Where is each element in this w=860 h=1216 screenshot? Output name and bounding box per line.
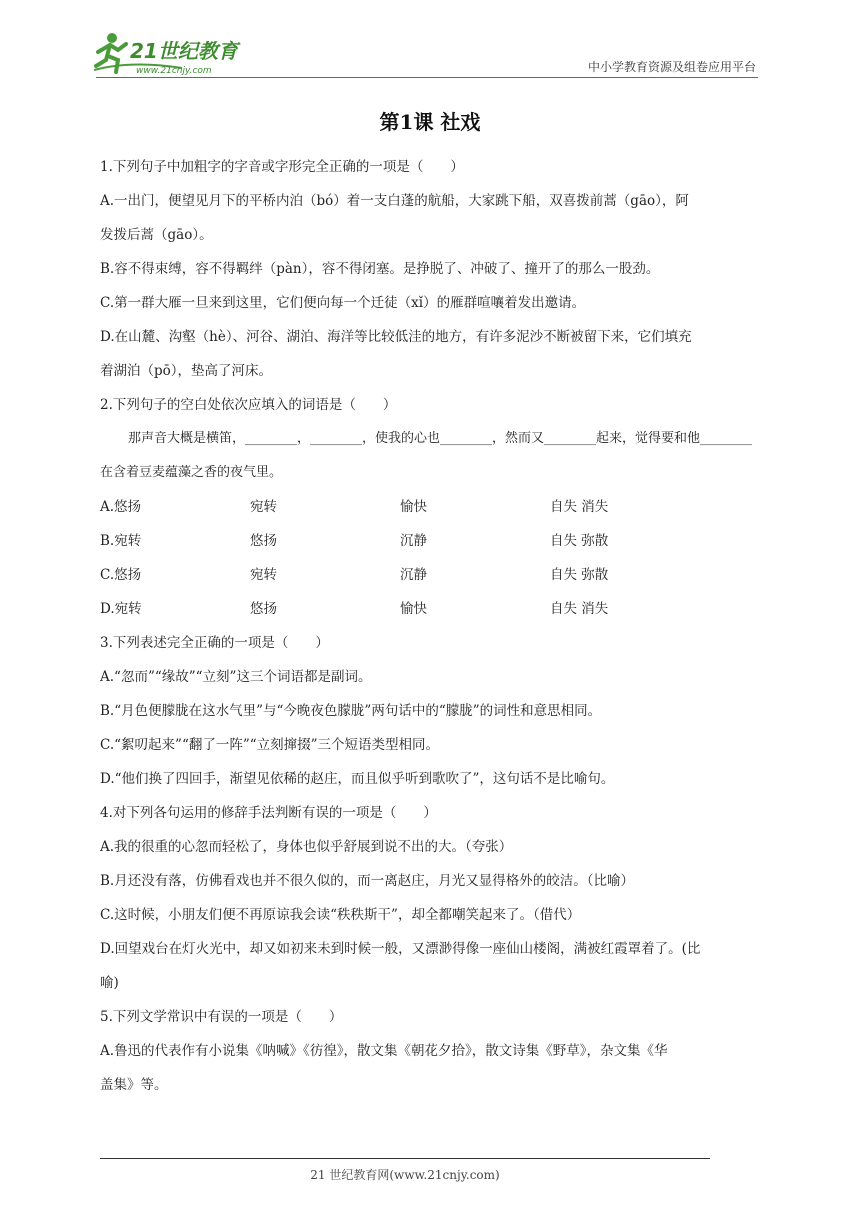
q4-option-b: B.月还没有落，仿佛看戏也并不很久似的，而一离赵庄，月光又显得格外的皎洁。（比喻）: [100, 873, 634, 889]
q2-option-a: [100, 490, 762, 524]
q2-b-word3: 沉静: [400, 533, 427, 549]
q3-option-d: D.“他们换了四回手，渐望见依稀的赵庄，而且似乎听到歌吹了”，这句话不是比喻句。: [100, 771, 615, 787]
q3-option-a: A.“忽而”“缘故”“立刻”这三个词语都是副词。: [100, 669, 372, 685]
q1-option-d-line1: D.在山麓、沟壑（hè）、河谷、湖泊、海洋等比较低洼的地方，有许多泥沙不断被留下来，它们填充: [100, 329, 692, 345]
q2-a-word4: 自失 消失: [550, 499, 609, 515]
q2-option-b: [100, 524, 762, 558]
q2-b-word4: 自失 弥散: [550, 533, 609, 549]
q4-option-c: C.这时候，小朋友们便不再原谅我会读“秩秩斯干”，却全都嘲笑起来了。（借代）: [100, 907, 581, 923]
q1-option-c: C.第一群大雁一旦来到这里，它们便向每一个迁徒（xǐ）的雁群喧嚷着发出邀请。: [100, 295, 586, 311]
page-header: [0, 0, 860, 80]
footer-divider: [100, 1158, 710, 1159]
q1-stem: 1.下列句子中加粗字的字音或字形完全正确的一项是（ ）: [100, 159, 464, 175]
q5-option-a-line1: A.鲁迅的代表作有小说集《呐喊》《彷徨》，散文集《朝花夕拾》，散文诗集《野草》，杂文集《华: [100, 1043, 668, 1059]
q4-option-d-line1: D.回望戏台在灯火光中，却又如初来未到时候一般，又漂渺得像一座仙山楼阁，满被红霞罩着了。(比: [100, 941, 701, 957]
site-logo[interactable]: [92, 30, 262, 78]
q3-option-b: B.“月色便朦胧在这水气里”与“今晚夜色朦胧”两句话中的“朦胧”的词性和意思相同。: [100, 703, 602, 719]
q2-a-word1: A.悠扬: [100, 499, 142, 515]
q2-d-word4: 自失 消失: [550, 601, 609, 617]
q2-option-c: [100, 558, 762, 592]
q2-d-word1: D.宛转: [100, 601, 142, 617]
q2-c-word4: 自失 弥散: [550, 567, 609, 583]
q2-c-word3: 沉静: [400, 567, 427, 583]
q4-option-d-line2: 喻): [100, 975, 119, 991]
q2-c-word2: 宛转: [250, 567, 277, 583]
q3-option-c: C.“絮叨起来”“翻了一阵”“立刻撺掇”三个短语类型相同。: [100, 737, 440, 753]
svg-text:21世纪教育: 21世纪教育: [130, 39, 238, 63]
lesson-title: 第1课 社戏: [379, 110, 481, 134]
q4-option-a: A.我的很重的心忽而轻松了，身体也似乎舒展到说不出的大。（夸张）: [100, 839, 513, 855]
q2-a-word2: 宛转: [250, 499, 277, 515]
runner-logo-icon: [92, 30, 262, 78]
q4-stem: 4.对下列各句运用的修辞手法判断有误的一项是（ ）: [100, 805, 437, 821]
platform-name: 中小学教育资源及组卷应用平台: [587, 60, 756, 74]
q2-option-d: [100, 592, 762, 626]
q5-option-a-line2: 盖集》等。: [100, 1077, 168, 1093]
q2-stem: 2.下列句子的空白处依次应填入的词语是（ ）: [100, 397, 397, 413]
q2-d-word2: 悠扬: [250, 601, 277, 617]
question-list: [100, 150, 762, 1102]
header-divider: [96, 77, 758, 78]
q1-option-d-line2: 着湖泊（pō），垫高了河床。: [100, 363, 273, 379]
q2-passage: 那声音大概是横笛，________，________，使我的心也________，然而又________起来，觉得要和他________在含着豆麦蕴藻之香的夜气里。: [100, 431, 753, 480]
q2-d-word3: 愉快: [400, 601, 427, 617]
footer-source[interactable]: 21 世纪教育网(www.21cnjy.com): [310, 1168, 500, 1182]
q5-stem: 5.下列文学常识中有误的一项是（ ）: [100, 1009, 343, 1025]
q3-stem: 3.下列表述完全正确的一项是（ ）: [100, 635, 329, 651]
q1-option-b: B.容不得束缚，容不得羁绊（pàn），容不得闭塞。是挣脱了、冲破了、撞开了的那么一股劲。: [100, 261, 660, 277]
q1-option-a-line2: 发拨后蒿（gāo）。: [100, 227, 213, 243]
svg-text:www.21cnjy.com: www.21cnjy.com: [136, 66, 212, 76]
q2-b-word2: 悠扬: [250, 533, 277, 549]
q2-a-word3: 愉快: [400, 499, 427, 515]
q1-option-a-line1: A.一出门，便望见月下的平桥内泊（bó）着一支白蓬的航船，大家跳下船，双喜拨前蒿（gāo），阿: [100, 193, 689, 209]
q2-c-word1: C.悠扬: [100, 567, 142, 583]
q2-b-word1: B.宛转: [100, 533, 142, 549]
